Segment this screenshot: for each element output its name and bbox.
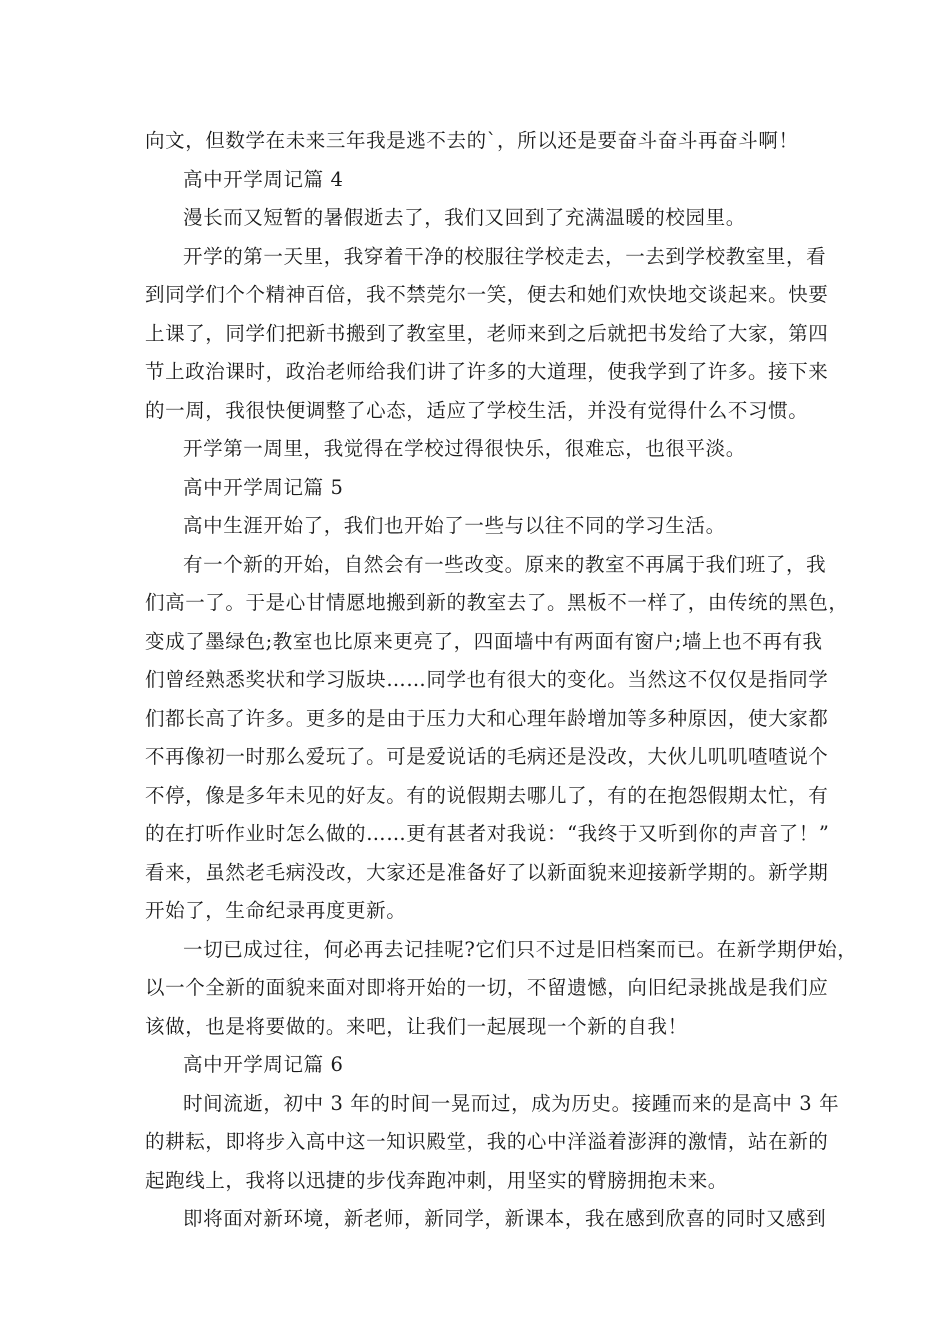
text-line: 的在打听作业时怎么做的……更有甚者对我说：“我终于又听到你的声音了！”: [145, 822, 830, 845]
text-line: 漫长而又短暂的暑假逝去了，我们又回到了充满温暖的校园里。: [183, 206, 746, 229]
section-heading: 高中开学周记篇 4: [183, 167, 344, 191]
text-line: 到同学们个个精神百倍，我不禁莞尔一笑，便去和她们欢快地交谈起来。快要: [145, 283, 829, 306]
text-line: 时间流逝，初中 3 年的时间一晃而过，成为历史。接踵而来的是高中 3 年: [183, 1091, 840, 1115]
text-line: 开始了，生命纪录再度更新。: [145, 899, 407, 922]
text-line: 的耕耘，即将步入高中这一知识殿堂，我的心中洋溢着澎湃的激情，站在新的: [145, 1130, 829, 1153]
section-heading: 高中开学周记篇 5: [183, 475, 344, 499]
text-line: 起跑线上，我将以迅捷的步伐奔跑冲刺，用坚实的臂膀拥抱未来。: [145, 1168, 728, 1192]
text-line: 即将面对新环境，新老师，新同学，新课本，我在感到欣喜的同时又感到: [183, 1207, 827, 1230]
text-line: 看来，虽然老毛病没改，大家还是准备好了以新面貌来迎接新学期的。新学期: [145, 860, 829, 884]
text-line: 们高一了。于是心甘情愿地搬到新的教室去了。黑板不一样了，由传统的黑色，: [145, 591, 849, 614]
text-line: 该做，也是将要做的。来吧，让我们一起展现一个新的自我！: [145, 1014, 688, 1038]
text-line: 节上政治课时，政治老师给我们讲了许多的大道理，使我学到了许多。接下来: [145, 360, 829, 383]
text-line: 们曾经熟悉奖状和学习版块……同学也有很大的变化。当然这不仅仅是指同学: [145, 668, 829, 691]
text-line: 上课了，同学们把新书搬到了教室里，老师来到之后就把书发给了大家，第四: [145, 321, 829, 345]
text-line: 不再像初一时那么爱玩了。可是爱说话的毛病还是没改，大伙儿叽叽喳喳说个: [145, 745, 829, 768]
text-line: 不停，像是多年未见的好友。有的说假期去哪儿了，有的在抱怨假期太忙，有: [145, 783, 829, 807]
text-line: 开学的第一天里，我穿着干净的校服往学校走去，一去到学校教室里，看: [183, 244, 827, 268]
text-line: 一切已成过往，何必再去记挂呢?它们只不过是旧档案而已。在新学期伊始，: [183, 937, 858, 961]
text-line: 变成了墨绿色;教室也比原来更亮了，四面墙中有两面有窗户;墙上也不再有我: [145, 629, 823, 653]
text-line: 高中生涯开始了，我们也开始了一些与以往不同的学习生活。: [183, 514, 726, 537]
section-heading: 高中开学周记篇 6: [183, 1053, 344, 1076]
text-line: 以一个全新的面貌来面对即将开始的一切，不留遗憾，向旧纪录挑战是我们应: [145, 976, 829, 999]
text-line: 的一周，我很快便调整了心态，适应了学校生活，并没有觉得什么不习惯。: [145, 398, 809, 422]
text-line: 们都长高了许多。更多的是由于压力大和心理年龄增加等多种原因，使大家都: [145, 706, 829, 730]
text-line: 开学第一周里，我觉得在学校过得很快乐，很难忘，也很平淡。: [183, 437, 746, 460]
text-line: 有一个新的开始，自然会有一些改变。原来的教室不再属于我们班了，我: [183, 552, 827, 576]
text-line: 向文，但数学在未来三年我是逃不去的`，所以还是要奋斗奋斗再奋斗啊！: [145, 129, 799, 152]
